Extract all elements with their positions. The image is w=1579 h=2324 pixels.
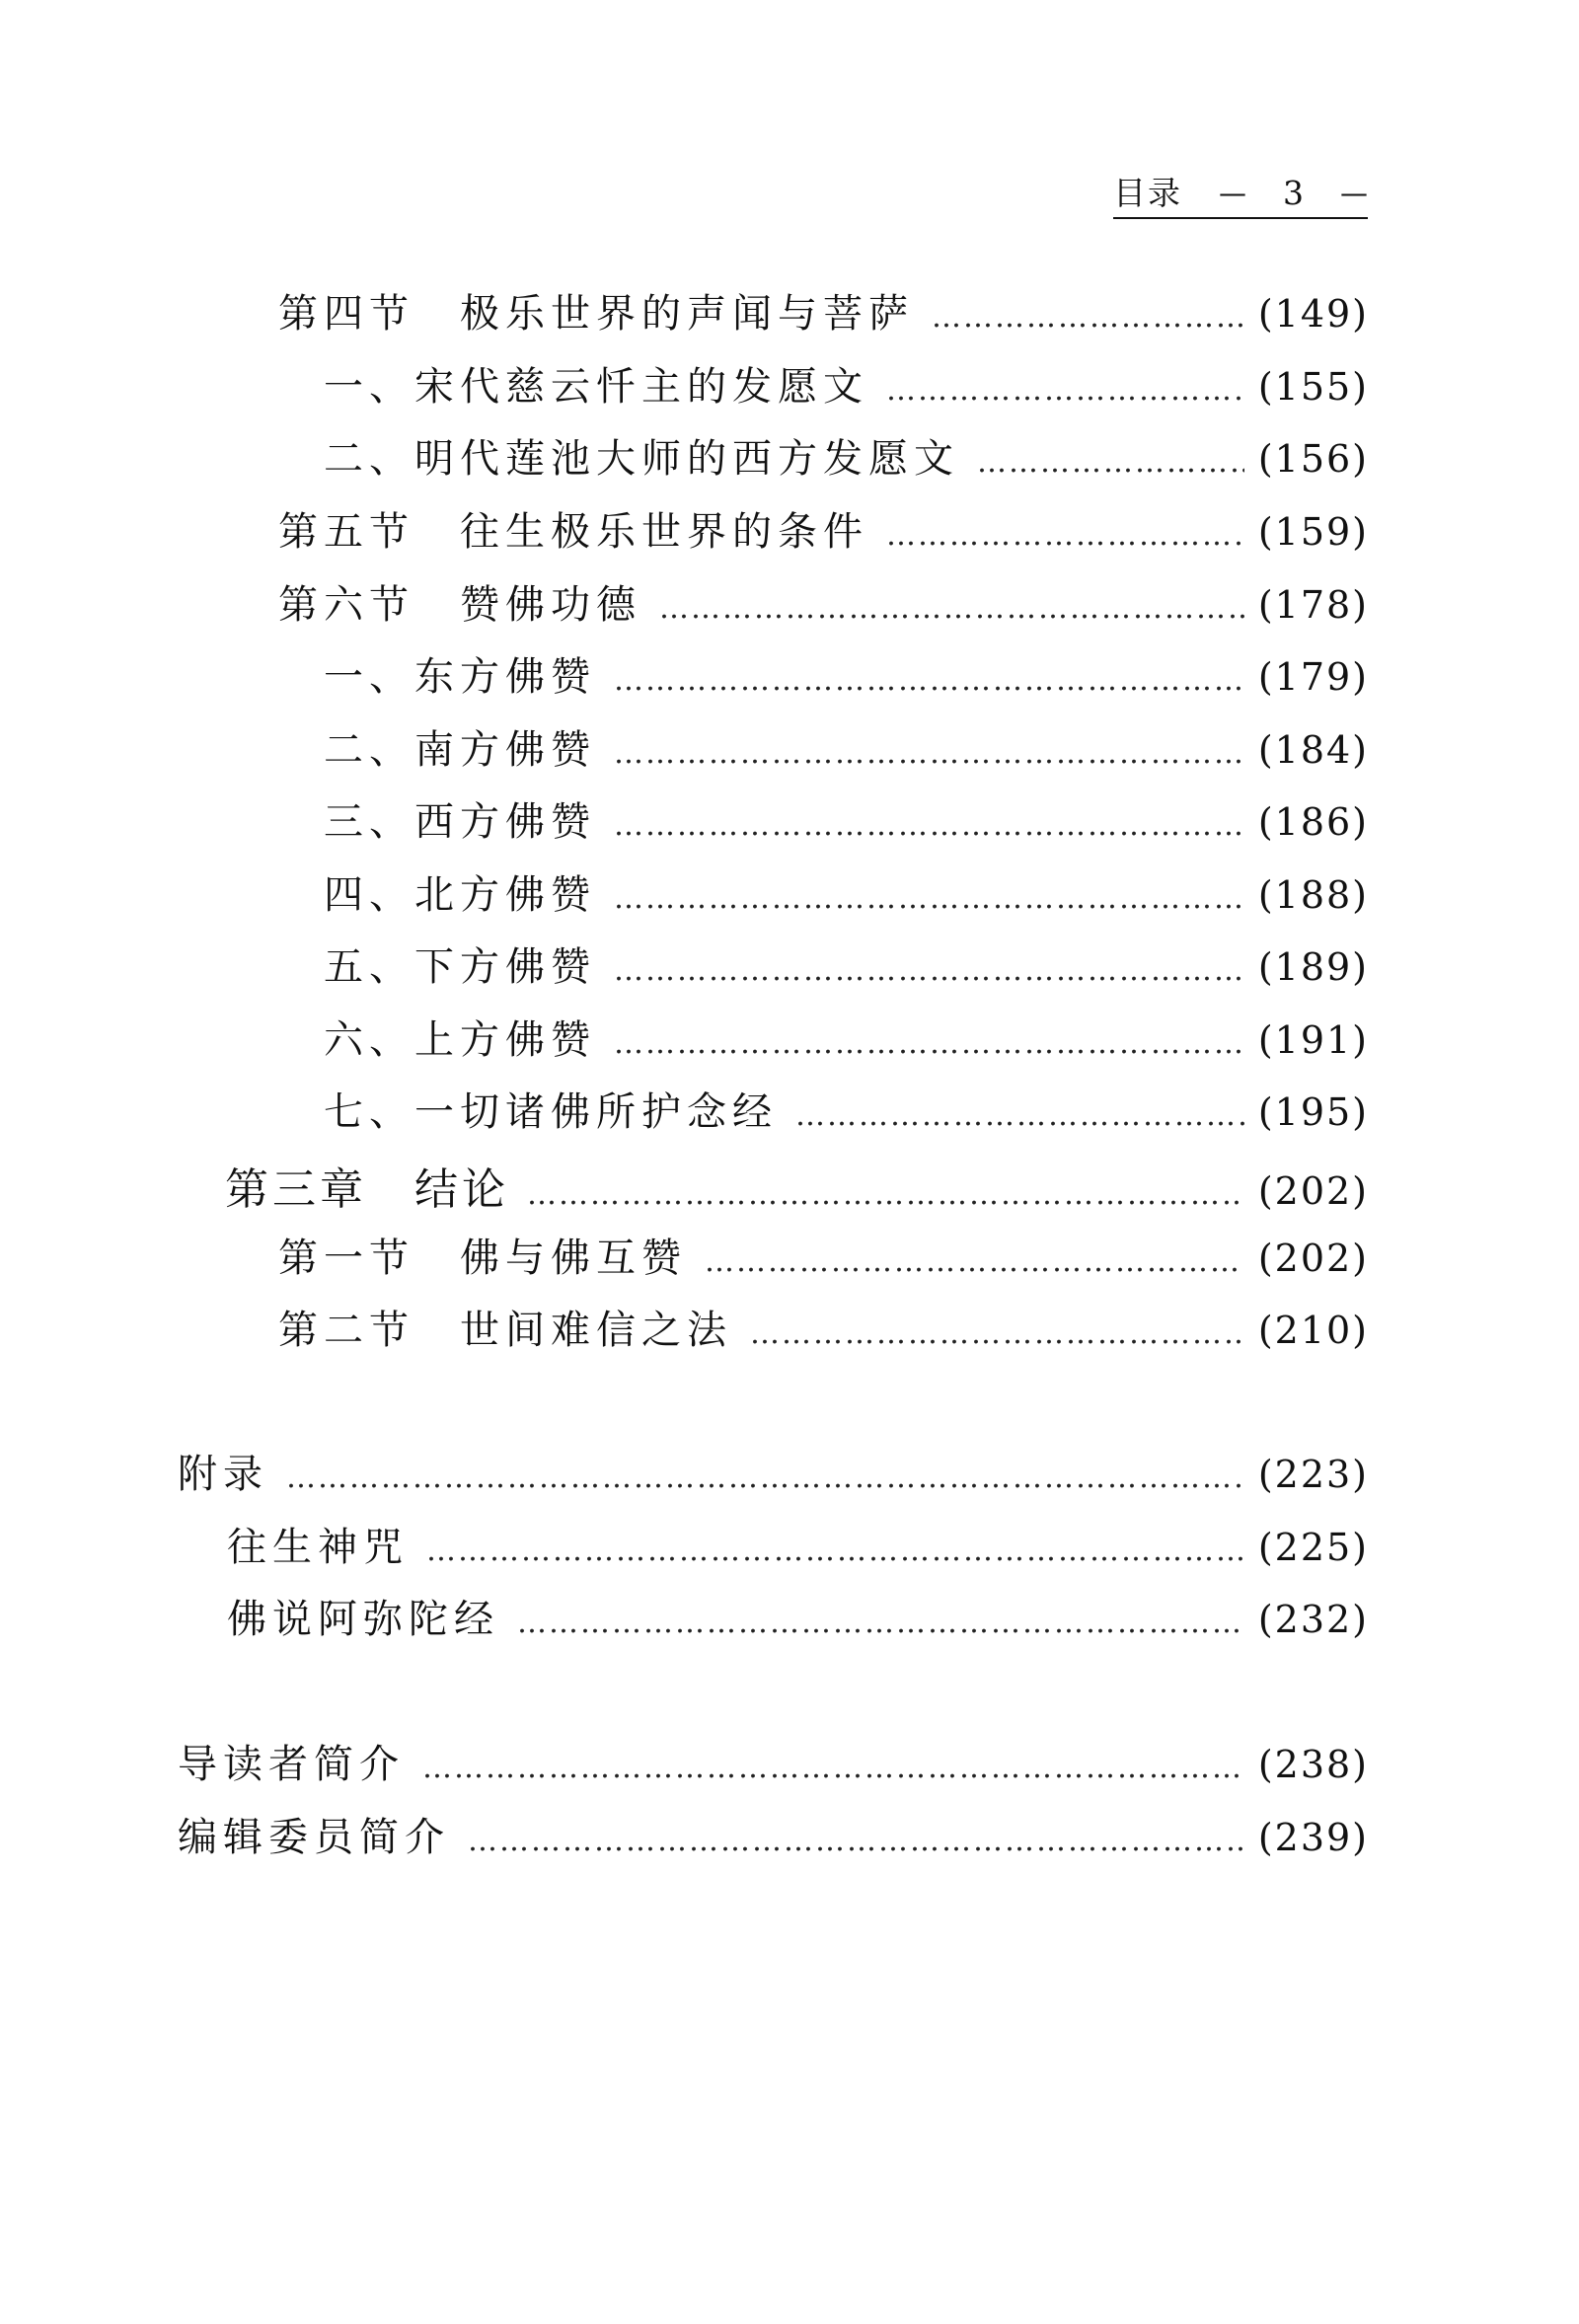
toc-entry-page: (210): [1257, 1309, 1369, 1352]
toc-entry-page: (191): [1257, 1018, 1369, 1062]
toc-entry-section[interactable]: [278, 282, 1369, 337]
toc-entry-item[interactable]: [324, 1009, 1369, 1063]
toc-entry-title: 三、西方佛赞: [324, 799, 596, 845]
toc-entry-page: (179): [1257, 655, 1369, 699]
toc-entry-page: (195): [1257, 1090, 1369, 1134]
toc-entry-item[interactable]: [324, 427, 1369, 482]
toc-entry-title: 二、明代莲池大师的西方发愿文: [324, 436, 959, 482]
toc-leader-dots: [614, 663, 1244, 698]
toc-leader-dots: [932, 300, 1244, 335]
toc-entry-section[interactable]: [278, 1299, 1369, 1353]
toc-entry-backmatter[interactable]: [178, 1806, 1369, 1860]
toc-entry-title: 一、东方佛赞: [324, 654, 596, 700]
toc-entry-title: 第五节 往生极乐世界的条件: [278, 509, 868, 555]
toc-leader-dots: [614, 881, 1244, 916]
toc-entry-page: (225): [1257, 1526, 1369, 1569]
toc-entry-page: (202): [1257, 1237, 1369, 1280]
toc-leader-dots: [795, 1098, 1244, 1133]
toc-leader-dots: [422, 1751, 1244, 1785]
toc-entry-page: (238): [1257, 1743, 1369, 1786]
toc-entry-item[interactable]: [324, 718, 1369, 773]
toc-entry-title: 导读者简介: [178, 1742, 405, 1787]
toc-entry-backmatter[interactable]: [178, 1733, 1369, 1787]
toc-leader-dots: [527, 1177, 1244, 1212]
toc-entry-section[interactable]: [278, 573, 1369, 628]
toc-entry-page: (232): [1257, 1598, 1369, 1641]
toc-leader-dots: [614, 808, 1244, 843]
toc-entry-title: 七、一切诸佛所护念经: [324, 1089, 778, 1135]
running-header: [1113, 174, 1368, 219]
toc-entry-item[interactable]: [227, 1516, 1369, 1570]
toc-entry-item[interactable]: [324, 790, 1369, 845]
toc-entry-title: 佛说阿弥陀经: [227, 1597, 499, 1642]
toc-entry-section[interactable]: [278, 1227, 1369, 1281]
toc-entry-title: 编辑委员简介: [178, 1815, 450, 1860]
header-page-number: 3: [1283, 174, 1304, 212]
toc-leader-dots: [705, 1244, 1244, 1279]
toc-leader-dots: [886, 373, 1244, 408]
header-dash-left: —: [1219, 177, 1246, 209]
toc-entry-title: 第三章 结论: [225, 1164, 509, 1215]
toc-entry-section[interactable]: [278, 500, 1369, 555]
toc-entry-item[interactable]: [324, 1081, 1369, 1135]
toc-entry-title: 四、北方佛赞: [324, 872, 596, 918]
toc-entry-title: 二、南方佛赞: [324, 727, 596, 773]
toc-entry-title: 五、下方佛赞: [324, 944, 596, 990]
toc-leader-dots: [614, 953, 1244, 988]
toc-entry-page: (239): [1257, 1816, 1369, 1859]
toc-entry-page: (178): [1257, 583, 1369, 627]
toc-entry-item[interactable]: [227, 1588, 1369, 1642]
toc-entry-page: (156): [1257, 437, 1369, 481]
toc-entry-page: (188): [1257, 873, 1369, 917]
toc-entry-page: (186): [1257, 800, 1369, 844]
toc-entry-item[interactable]: [324, 936, 1369, 990]
toc-entry-page: (159): [1257, 510, 1369, 554]
toc-leader-dots: [614, 1026, 1244, 1061]
toc-entry-page: (189): [1257, 945, 1369, 989]
toc-entry-item[interactable]: [324, 355, 1369, 410]
toc-entry-page: (155): [1257, 365, 1369, 409]
header-dash-right: —: [1340, 177, 1368, 209]
toc-leader-dots: [468, 1824, 1244, 1858]
toc-leader-dots: [614, 736, 1244, 771]
toc-entry-title: 第一节 佛与佛互赞: [278, 1236, 687, 1281]
toc-entry-page: (202): [1257, 1169, 1369, 1213]
toc-entry-title: 附录: [178, 1452, 268, 1497]
toc-leader-dots: [426, 1534, 1244, 1568]
toc-entry-page: (149): [1257, 292, 1369, 336]
toc-leader-dots: [517, 1606, 1244, 1640]
toc-leader-dots: [977, 445, 1244, 480]
toc-entry-item[interactable]: [324, 645, 1369, 700]
toc-leader-dots: [659, 591, 1244, 626]
toc-entry-title: 第二节 世间难信之法: [278, 1308, 732, 1353]
toc-leader-dots: [886, 518, 1244, 553]
toc-entry-page: (184): [1257, 728, 1369, 772]
toc-leader-dots: [750, 1316, 1244, 1351]
header-label: 目录: [1113, 174, 1182, 212]
toc-entry-title: 第六节 赞佛功德: [278, 582, 641, 628]
toc-entry-appendix[interactable]: [178, 1443, 1369, 1497]
toc-entry-title: 第四节 极乐世界的声闻与菩萨: [278, 291, 914, 337]
toc-entry-title: 往生神咒: [227, 1525, 409, 1570]
toc-entry-item[interactable]: [324, 863, 1369, 918]
toc-entry-page: (223): [1257, 1453, 1369, 1496]
toc-entry-chapter[interactable]: [225, 1154, 1369, 1215]
toc-leader-dots: [286, 1461, 1244, 1495]
toc-entry-title: 六、上方佛赞: [324, 1017, 596, 1063]
toc-entry-title: 一、宋代慈云忏主的发愿文: [324, 364, 868, 410]
